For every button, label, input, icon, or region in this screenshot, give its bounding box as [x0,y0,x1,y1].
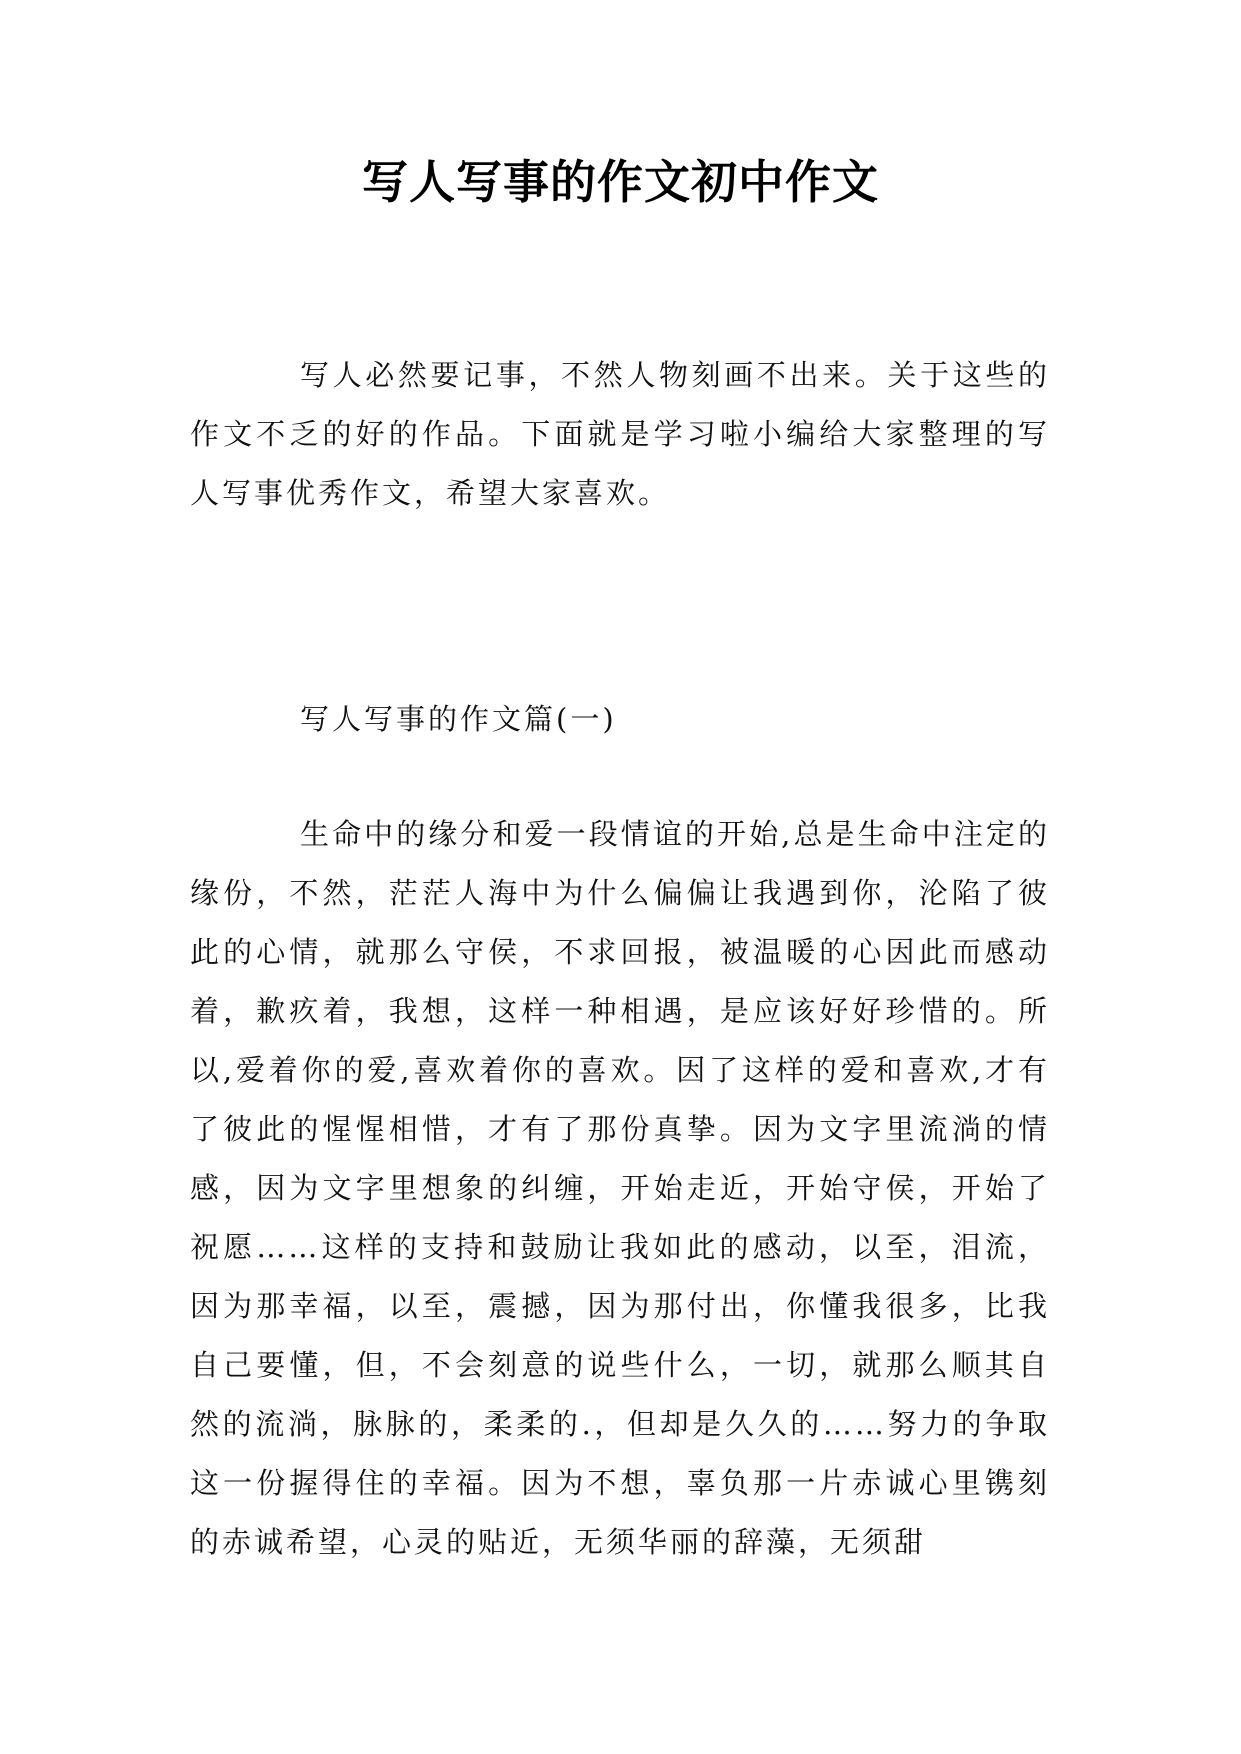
section-heading: 写人写事的作文篇(一) [300,702,617,736]
document-title: 写人写事的作文初中作文 [362,155,879,209]
body-paragraph: 生命中的缘分和爱一段情谊的开始,总是生命中注定的缘份，不然，茫茫人海中为什么偏偏让我遇到你，沦陷了彼此的心情，就那么守侯，不求回报，被温暖的心因此而感动着，歉疚着，我想，这样一种相遇，是应该好好珍惜的。所以,爱着你的爱,喜欢着你的喜欢。因了这样的爱和喜欢,才有了彼此的惺惺相惜，才有了那份真挚。因为文字里流淌的情感，因为文字里想象的纠缠，开始走近，开始守侯，开始了祝愿……这样的支持和鼓励让我如此的感动，以至，泪流，因为那幸福，以至，震撼，因为那付出，你懂我很多，比我自己要懂，但，不会刻意的说些什么，一切，就那么顺其自然的流淌，脉脉的，柔柔的.，但却是久久的……努力的争取这一份握得住的幸福。因为不想，辜负那一片赤诚心里镌刻的赤诚希望，心灵的贴近，无须华丽的辞藻，无须甜 [190,817,1050,1559]
intro-paragraph: 写人必然要记事，不然人物刻画不出来。关于这些的作文不乏的好的作品。下面就是学习啦小编给大家整理的写人写事优秀作文，希望大家喜欢。 [190,358,1050,510]
